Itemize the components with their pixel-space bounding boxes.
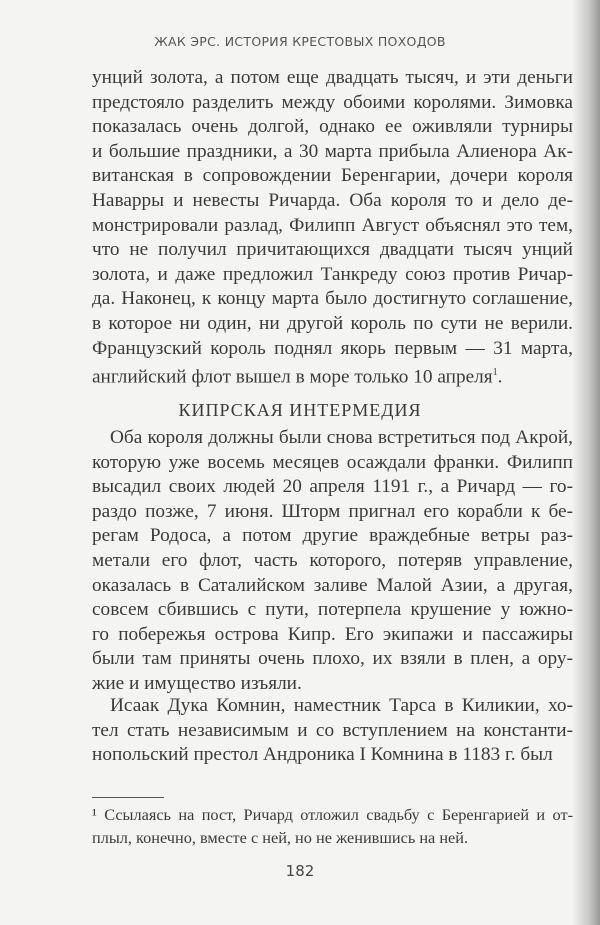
text-line: регам Родоса, а потом другие враждебные ветры раз-: [92, 525, 573, 547]
footnote-marker[interactable]: 1: [492, 367, 498, 379]
text-line: высадил своих людей 20 апреля 1191 г., а Ричард — го-: [92, 476, 573, 498]
text-line: предстояло разделить между обоими королями. Зимовка: [92, 91, 573, 113]
text-line: плыл, конечно, вместе с ней, но не женившись на ней.: [92, 827, 469, 847]
footnote-rule: [92, 797, 164, 798]
text-line: золота, и даже предложил Танкреду союз против Ричар-: [92, 263, 573, 285]
text-line: английский флот вышел в море только 10 апреля$^1$.: [92, 366, 503, 388]
text-line: монстрировали разлад, Филипп Август объяснял это тем,: [92, 214, 573, 236]
text-line: нопольский престол Андроника I Комнина в 1183 г. был: [92, 744, 553, 766]
text-line: были там приняты очень плохо, их взяли в плен, а ору-: [92, 648, 573, 670]
text-line: ¹ Ссылаясь на пост, Ричард отложил свадьбу с Беренгарией и от-: [92, 805, 573, 824]
text-line: раздо позже, 7 июня. Шторм пригнал его корабли к бе-: [92, 500, 573, 522]
text-line: Оба короля должны были снова встретиться под Акрой,: [110, 427, 573, 448]
text-line: витанская в сопровождении Беренгарии, дочери короля: [92, 165, 573, 187]
text-line: в которое ни один, ни другой король по сути не верили.: [92, 313, 573, 334]
text-line: которую уже восемь месяцев осаждали франки. Филипп: [92, 451, 573, 473]
text-line: метали его флот, часть которого, потеряв управление,: [92, 550, 573, 571]
text-line: унций золота, а потом еще двадцать тысяч, и эти деньги: [92, 67, 573, 88]
text-line: Наварры и невесты Ричарда. Оба короля то и дело де-: [92, 190, 573, 211]
text-line: го побережья острова Кипр. Его экипажи и пассажиры: [92, 623, 573, 645]
page-number: 182: [285, 862, 315, 880]
text-line: оказалась в Саталийском заливе Малой Азии, а другая,: [92, 574, 573, 596]
text-line: Исаак Дука Комнин, наместник Тарса в Киликии, хо-: [110, 695, 573, 716]
text-line: совсем сбившись с пути, потерпела крушение у южно-: [92, 599, 573, 621]
text-line: да. Наконец, к концу марта было достигнуто соглашение,: [92, 288, 573, 310]
text-line: тел стать независимым и со вступлением на константи-: [92, 719, 573, 741]
text-line: и большие праздники, а 30 марта прибыла Алиенора Ак-: [92, 140, 573, 162]
text-line: показалась очень долгой, однако ее оживляли турниры: [92, 116, 573, 138]
section-heading: КИПРСКАЯ ИНТЕРМЕДИЯ: [178, 400, 422, 420]
text-line: что не получил причитающихся двадцати тысяч унций: [92, 239, 573, 261]
text-line: жие и имущество изъяли.: [92, 673, 302, 694]
running-header: ЖАК ЭРС. ИСТОРИЯ КРЕСТОВЫХ ПОХОДОВ: [154, 34, 446, 49]
page-edge-shadow: [572, 0, 600, 925]
text-line: Французский король поднял якорь первым — 31 марта,: [92, 337, 573, 359]
